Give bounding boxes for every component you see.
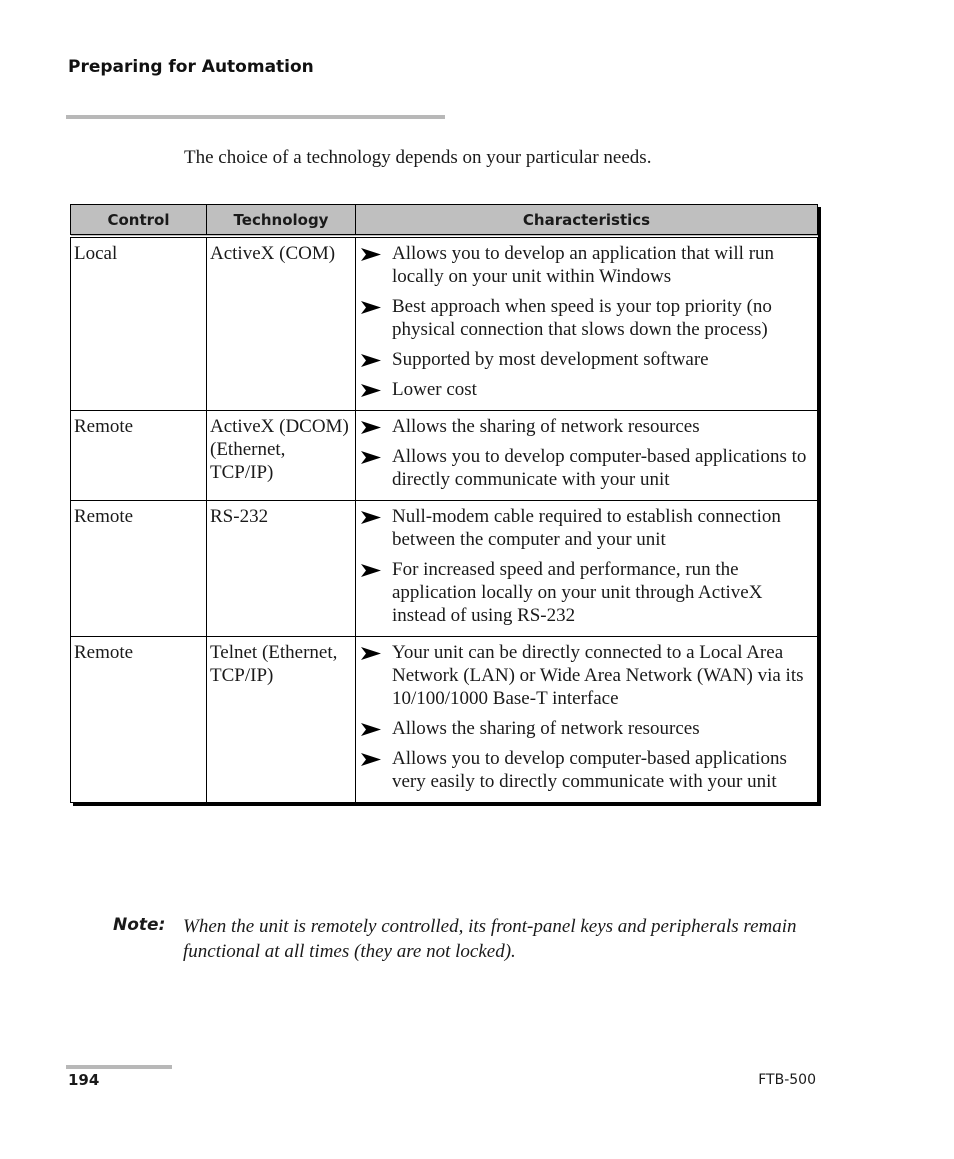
characteristic-item: Supported by most development software bbox=[360, 348, 811, 371]
characteristics-cell bbox=[356, 411, 818, 501]
characteristic-item: Your unit can be directly connected to a Local Area Network (LAN) or Wide Area Network (WAN) via its 10/100/1000 Base-T interface bbox=[360, 641, 811, 710]
characteristic-item: Allows you to develop an application that will run locally on your unit within Windows bbox=[360, 242, 811, 288]
characteristics-cell bbox=[356, 501, 818, 637]
arrowhead-bullet-icon bbox=[360, 510, 382, 525]
arrowhead-bullet-icon bbox=[360, 722, 382, 737]
note-label: Note: bbox=[113, 915, 166, 935]
technology-cell: Telnet (Ethernet, TCP/IP) bbox=[207, 637, 356, 803]
footer-rule bbox=[66, 1065, 172, 1069]
note-text: When the unit is remotely controlled, its front-panel keys and peripherals remain functional at all times (they are not locked). bbox=[183, 916, 797, 962]
control-cell: Remote bbox=[71, 411, 207, 501]
characteristics-cell bbox=[356, 637, 818, 803]
characteristics-cell bbox=[356, 236, 818, 411]
control-cell: Remote bbox=[71, 637, 207, 803]
product-name: FTB-500 bbox=[758, 1072, 816, 1088]
page-number: 194 bbox=[68, 1071, 100, 1089]
characteristic-item: Allows you to develop computer-based applications to directly communicate with your unit bbox=[360, 445, 811, 491]
column-header-technology: Technology bbox=[207, 205, 356, 237]
arrowhead-bullet-icon bbox=[360, 300, 382, 315]
arrowhead-bullet-icon bbox=[360, 646, 382, 661]
characteristic-item: Allows the sharing of network resources bbox=[360, 717, 811, 740]
column-header-control: Control bbox=[71, 205, 207, 237]
arrowhead-bullet-icon bbox=[360, 353, 382, 368]
characteristic-item: Allows you to develop computer-based applications very easily to directly communicate with your unit bbox=[360, 747, 811, 793]
header-rule bbox=[66, 115, 445, 119]
characteristic-item: For increased speed and performance, run the application locally on your unit through ActiveX instead of using RS-232 bbox=[360, 558, 811, 627]
technology-table bbox=[70, 204, 818, 803]
technology-cell: ActiveX (DCOM) (Ethernet, TCP/IP) bbox=[207, 411, 356, 501]
table-row bbox=[71, 501, 818, 637]
arrowhead-bullet-icon bbox=[360, 752, 382, 767]
characteristic-item: Null-modem cable required to establish connection between the computer and your unit bbox=[360, 505, 811, 551]
intro-paragraph: The choice of a technology depends on your particular needs. bbox=[184, 147, 652, 168]
characteristic-item: Lower cost bbox=[360, 378, 811, 401]
control-cell: Remote bbox=[71, 501, 207, 637]
column-header-characteristics: Characteristics bbox=[356, 205, 818, 237]
control-cell: Local bbox=[71, 236, 207, 411]
arrowhead-bullet-icon bbox=[360, 563, 382, 578]
section-title: Preparing for Automation bbox=[68, 57, 314, 77]
table-row bbox=[71, 637, 818, 803]
table-row bbox=[71, 236, 818, 411]
arrowhead-bullet-icon bbox=[360, 383, 382, 398]
arrowhead-bullet-icon bbox=[360, 247, 382, 262]
table-header-row bbox=[71, 205, 818, 237]
technology-cell: ActiveX (COM) bbox=[207, 236, 356, 411]
table-row bbox=[71, 411, 818, 501]
arrowhead-bullet-icon bbox=[360, 450, 382, 465]
technology-cell: RS-232 bbox=[207, 501, 356, 637]
characteristic-item: Allows the sharing of network resources bbox=[360, 415, 811, 438]
arrowhead-bullet-icon bbox=[360, 420, 382, 435]
characteristic-item: Best approach when speed is your top priority (no physical connection that slows down the process) bbox=[360, 295, 811, 341]
